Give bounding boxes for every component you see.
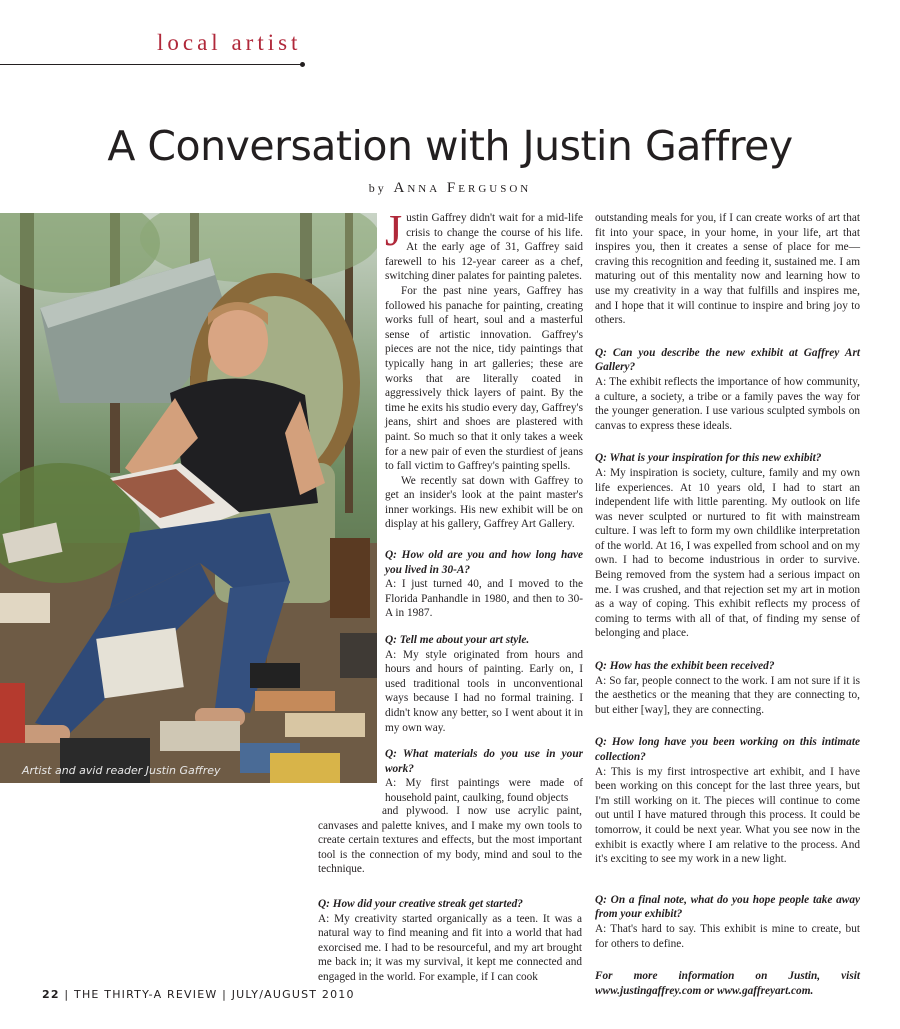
author-name: Anna Ferguson	[393, 180, 532, 196]
question-3: Q: What materials do you use in your work?	[385, 748, 583, 775]
photo-caption: Artist and avid reader Justin Gaffrey	[22, 764, 221, 777]
byline-prefix: by	[368, 181, 387, 195]
question-9: Q: On a final note, what do you hope people take away from your exhibit?	[595, 893, 860, 921]
footer-separator-2: |	[222, 988, 228, 1001]
answer-9: A: That's hard to say. This exhibit is mine to create, but for others to define.	[595, 922, 860, 950]
answer-5: A: The exhibit reflects the importance of how community, a culture, a society, a tribe or a family paves the way for the younger generation. I use various sculpted symbols on canvas to express these ideals.	[595, 375, 860, 432]
column-right	[595, 211, 860, 998]
header-rule-dot	[300, 62, 305, 67]
section-label: local artist	[157, 30, 302, 55]
intro-text-1: ustin Gaffrey didn't wait for a mid-life crisis to change the course of his life. At the early age of 31, Gaffrey said farewell to his 12-year career as a chef, switching diner palates for painting paletes.	[385, 212, 583, 283]
intro-paragraph-3: We recently sat down with Gaffrey to get an insider's look at the paint master's inner workings. His new exhibit will be on display at his gallery, Gaffrey Art Gallery.	[385, 474, 583, 531]
question-8: Q: How long have you been working on this intimate collection?	[595, 736, 860, 763]
question-6: Q: What is your inspiration for this new exhibit?	[595, 452, 822, 465]
footer-separator-1: |	[64, 988, 70, 1001]
answer-4-part-1: A: My creativity started organically as a teen. It was a natural way to find meaning and fit into a world that had exorcised me. I had to be resourceful, and my art brought me back in; it was my survival, it kept me connected and engaged in the world. For example, if I can cook	[318, 912, 582, 983]
answer-3-part-1: A: My first paintings were made of household paint, caulking, found objects	[385, 777, 583, 804]
answer-6: A: My inspiration is society, culture, family and my own life experiences. At 10 years old, I had to start an independent life with little parenting. My outlook on life was never sculpted or nurtured to fit with mainstream culture. I was left to form my own childlike interpretation of the world. At 16, I was expelled from school and on my own. I had to become industrious in order to survive. Being removed from the system had a serious impact on me. I was crushed, and that rejection set my art in motion as a way of coping. This exhibit reflects my process of coming to terms with all of that, of finding my sense of belonging and place.	[595, 466, 860, 640]
issue-date: JULY/AUGUST 2010	[231, 988, 355, 1001]
column-left	[385, 206, 583, 806]
more-info-note: For more information on Justin, visit www.justingaffrey.com or www.gaffreyart.com.	[595, 970, 860, 997]
publication-name: THE THIRTY-A REVIEW	[74, 988, 218, 1001]
question-7: Q: How has the exhibit been received?	[595, 660, 775, 673]
question-1: Q: How old are you and how long have you lived in 30-A?	[385, 549, 583, 576]
question-5: Q: Can you describe the new exhibit at Gaffrey Art Gallery?	[595, 346, 860, 374]
drop-cap: J	[385, 206, 403, 255]
answer-4-part-2: outstanding meals for you, if I can create works of art that fit into your space, in your home, in your life, art that inspires you, then it creates a sense of place for me—craving this recognition and feeding it, sustained me. I am maturing out of this mentality now and learning how to use my creativity in a way that fulfills and inspires me, and I hope that it will continue to inspire and bring joy to others.	[595, 212, 860, 327]
question-4: Q: How did your creative streak get started?	[318, 897, 523, 910]
intro-paragraph-2: For the past nine years, Gaffrey has followed his panache for painting, creating works full of heart, soul and a masterful sense of artistic innovation. Gaffrey's pieces are not the nice, tidy paintings that typically hang in art galleries; these are works that are literally coated in aggressively thick layers of paint. By the time he exits his studio every day, Gaffrey's jeans, shirt and shoes are plastered with paint. So much so that it only takes a week for a new pair of even the sturdiest of jeans to fall victim to Gaffrey's painting spells.	[385, 284, 583, 473]
answer-8: A: This is my first introspective art exhibit, and I have been working on this concept for the last three years, but I'm still working on it. The pieces will continue to come out until I have matured through this process. It could be tomorrow, it could be next year. What you see now in the exhibit is exactly where I am relative to the process. And it's exciting to see my work in a new light.	[595, 765, 860, 866]
artist-photo	[0, 213, 377, 783]
page-footer	[42, 988, 355, 1001]
header-rule	[0, 64, 304, 65]
byline	[0, 180, 900, 197]
answer-2: A: My style originated from hours and hours and hours of painting. Early on, I used traditional tools in unconventional ways because I had no formal training. I didn't know any better, so I went about it in my own way.	[385, 648, 583, 734]
article-title: A Conversation with Justin Gaffrey	[107, 122, 793, 170]
answer-1: A: I just turned 40, and I moved to the Florida Panhandle in 1980, and then to 30-A in 1987.	[385, 578, 583, 620]
page-number: 22	[42, 988, 60, 1001]
intro-paragraph-1	[385, 206, 583, 284]
answer-3-part-2: and plywood. I now use acrylic paint, canvases and palette knives, and I make my own tools to create certain textures and effects, but the most important tool is the connection of my body, mind and soul to the technique.	[318, 805, 582, 876]
question-2: Q: Tell me about your art style.	[385, 634, 530, 647]
column-left-wide	[318, 804, 582, 985]
answer-7: A: So far, people connect to the work. I am not sure if it is the aesthetics or the meaning that they are connecting to, but either [way], they are connecting.	[595, 674, 860, 716]
